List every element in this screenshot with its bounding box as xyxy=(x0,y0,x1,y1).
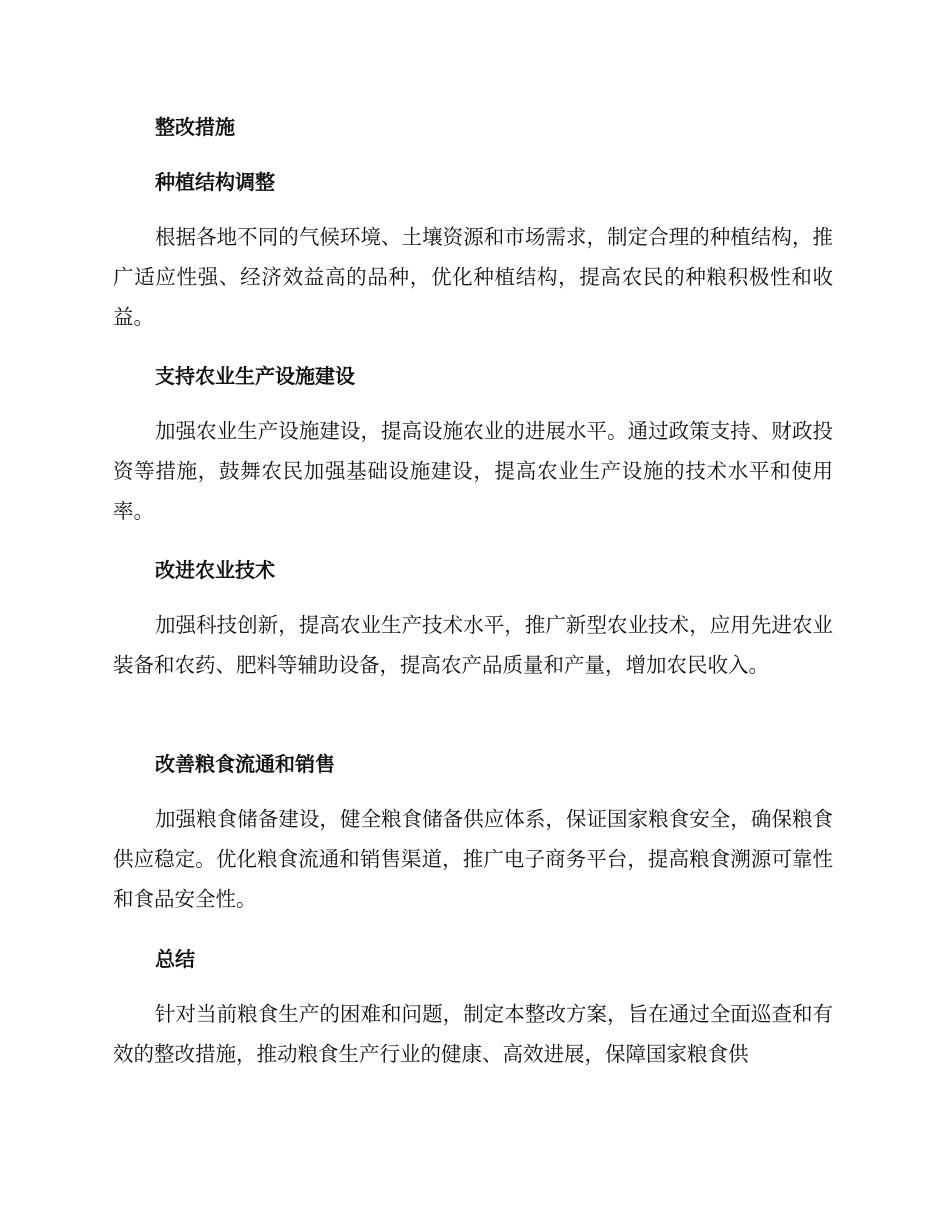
paragraph-facility-construction xyxy=(113,411,833,531)
paragraph-line: 极性和收益。 xyxy=(113,265,834,329)
paragraph-line: 农业装备和农药、肥料等辅助设备，提高农产品质量和产量，增加农民收 xyxy=(113,613,833,677)
paragraph-line: 源可靠性和食品安全性。 xyxy=(113,847,834,911)
paragraph-line: 和有效的整改措施，推动粮食生产行业的健康、高效进展，保障国家粮食供 xyxy=(113,1002,833,1066)
paragraph-grain-circulation xyxy=(113,799,833,919)
paragraph-line: 和使用率。 xyxy=(113,459,834,523)
paragraph-planting-structure xyxy=(113,217,833,337)
heading-summary: 总结 xyxy=(155,947,195,971)
heading-agricultural-technology: 改进农业技术 xyxy=(155,558,275,582)
paragraph-line: 加强粮食储备建设，健全粮食储备供应体系，保证国家粮食安全，确保 xyxy=(155,807,792,831)
paragraph-agricultural-technology xyxy=(113,605,833,685)
heading-grain-circulation: 改善粮食流通和销售 xyxy=(155,752,335,776)
paragraph-line: 加强科技创新，提高农业生产技术水平，推广新型农业技术，应用先进 xyxy=(155,613,792,637)
heading-facility-construction: 支持农业生产设施建设 xyxy=(155,364,355,388)
paragraph-line: 根据各地不同的气候环境、土壤资源和市场需求，制定合理的种植结 xyxy=(155,225,772,249)
paragraph-line: 构，推广适应性强、经济效益高的品种，优化种植结构，提高农民的种粮积 xyxy=(113,225,833,289)
paragraph-line: 粮食供应稳定。优化粮食流通和销售渠道，推广电子商务平台，提高粮食溯 xyxy=(113,807,833,871)
heading-planting-structure: 种植结构调整 xyxy=(155,170,275,194)
paragraph-line: 入。 xyxy=(728,653,769,677)
paragraph-summary xyxy=(113,994,833,1074)
paragraph-line: 加强农业生产设施建设，提高设施农业的进展水平。通过政策支持、财 xyxy=(155,419,792,443)
paragraph-line: 政投资等措施，鼓舞农民加强基础设施建设，提高农业生产设施的技术水平 xyxy=(113,419,833,483)
heading-rectification-measures: 整改措施 xyxy=(155,115,235,139)
paragraph-line: 针对当前粮食生产的困难和问题，制定本整改方案，旨在通过全面巡查 xyxy=(155,1002,792,1026)
